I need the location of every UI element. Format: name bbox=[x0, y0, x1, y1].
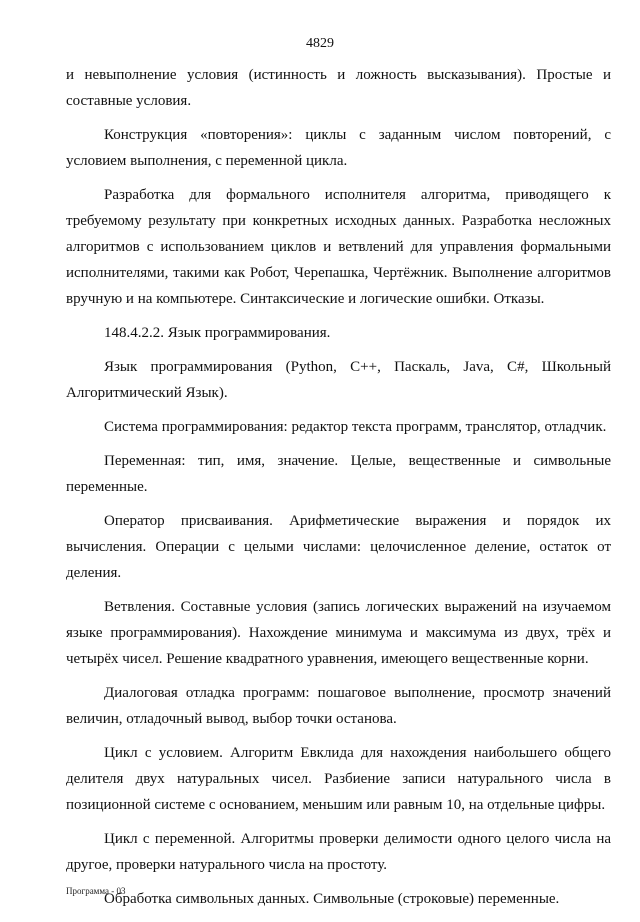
section-heading: 148.4.2.2. Язык программирования. bbox=[104, 325, 331, 341]
paragraph: Язык программирования (Python, C++, Паскаль, Java, C#, Школьный Алгоритмический Язык). bbox=[66, 359, 611, 401]
paragraph: Диалоговая отладка программ: пошаговое выполнение, просмотр значений величин, отладочный вывод, выбор точки останова. bbox=[66, 685, 611, 727]
page-footer: Программа - 03 bbox=[66, 886, 126, 896]
paragraph: Конструкция «повторения»: циклы с заданным числом повторений, с условием выполнения, с переменной цикла. bbox=[66, 127, 611, 169]
paragraph: Переменная: тип, имя, значение. Целые, вещественные и символьные переменные. bbox=[66, 453, 611, 495]
paragraph: Разработка для формального исполнителя алгоритма, приводящего к требуемому результату при конкретных исходных данных. Разработка несложных алгоритмов с использованием циклов и ветвлений для управления формальными исполнителями, такими как Робот, Черепашка, Чертёжник. Выполнение алгоритмов вручную и на компьютере. Синтаксические и логические ошибки. Отказы. bbox=[66, 187, 611, 307]
paragraph: Обработка символьных данных. Символьные (строковые) переменные. bbox=[104, 891, 560, 907]
document-body bbox=[66, 62, 611, 920]
page-number: 4829 bbox=[306, 36, 334, 51]
paragraph: Оператор присваивания. Арифметические выражения и порядок их вычисления. Операции с целыми числами: целочисленное деление, остаток от деления. bbox=[66, 513, 611, 581]
paragraph: Ветвления. Составные условия (запись логических выражений на изучаемом языке программирования). Нахождение минимума и максимума из двух, трёх и четырёх чисел. Решение квадратного уравнения, имеющего вещественные корни. bbox=[66, 599, 611, 667]
paragraph: Цикл с условием. Алгоритм Евклида для нахождения наибольшего общего делителя двух натуральных чисел. Разбиение записи натурального числа в позиционной системе с основанием, меньшим или равным 10, на отдельные цифры. bbox=[66, 745, 611, 813]
paragraph: Система программирования: редактор текста программ, транслятор, отладчик. bbox=[104, 419, 607, 435]
paragraph: Цикл с переменной. Алгоритмы проверки делимости одного целого числа на другое, проверки натурального числа на простоту. bbox=[66, 831, 611, 873]
paragraph: и невыполнение условия (истинность и ложность высказывания). Простые и составные условия. bbox=[66, 67, 611, 109]
